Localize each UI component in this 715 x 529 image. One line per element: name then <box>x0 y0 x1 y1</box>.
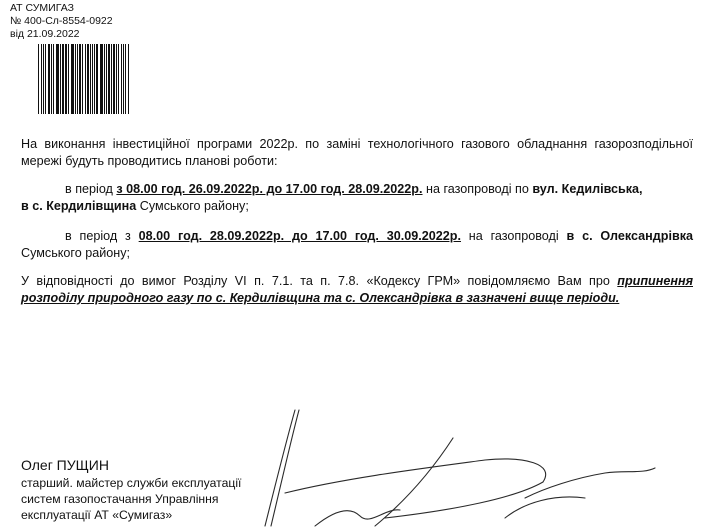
period-1-village: в с. Кердилівщина <box>21 199 137 213</box>
barcode-image <box>38 44 130 114</box>
handwritten-signature <box>225 398 665 529</box>
period-2-dates: 08.00 год. 28.09.2022р. до 17.00 год. 30.09.2022р. <box>138 229 461 243</box>
period-1-dates: з 08.00 год. 26.09.2022р. до 17.00 год. 28.09.2022р. <box>116 182 423 196</box>
position-line-3: експлуатації АТ «Сумигаз» <box>21 508 173 522</box>
period-1-tail: Сумського району; <box>136 199 249 213</box>
notice-paragraph <box>21 273 693 307</box>
position-line-2: систем газопостачання Управління <box>21 492 219 506</box>
period-1-street: вул. Кедилівська, <box>532 182 643 196</box>
signatory-position <box>21 475 241 523</box>
notice-prefix: У відповідності до вимог Розділу VI п. 7.1. та п. 7.8. «Кодексу ГРМ» повідомляємо Вам про <box>21 274 618 288</box>
period-paragraph-1 <box>21 181 693 215</box>
document-date: від 21.09.2022 <box>10 28 80 40</box>
period-2-tail: Сумського району; <box>21 246 131 260</box>
document-number: № 400-Сл-8554-0922 <box>10 15 113 27</box>
period-1-mid: на газопроводі по <box>422 182 533 196</box>
period-2-village: в с. Олександрівка <box>566 229 694 243</box>
notice-emphasis: припинення розподілу природного газу по с. Кердилівщина та с. Олександрівка в зазначені вище періоди. <box>21 274 693 305</box>
document-header <box>10 2 113 41</box>
period-2-prefix: в період з <box>65 229 139 243</box>
company-name: АТ СУМИГАЗ <box>10 2 74 14</box>
period-1-prefix: в період <box>65 182 117 196</box>
period-paragraph-2 <box>21 228 693 262</box>
period-2-mid: на газопроводі <box>460 229 567 243</box>
position-line-1: старший. майстер служби експлуатації <box>21 476 242 490</box>
signatory-name: Олег ПУЩИН <box>21 457 109 473</box>
intro-paragraph: На виконання інвестиційної програми 2022р. по заміні технологічного газового обладнання газорозподільної мережі будуть проводитись планові роботи: <box>21 137 693 168</box>
